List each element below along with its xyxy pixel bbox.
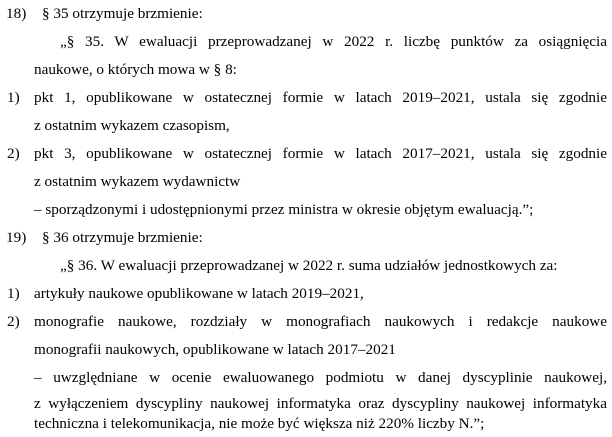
list-item-cont: [0, 115, 612, 137]
item-number: 2): [7, 145, 20, 162]
amendment-number: 18): [6, 5, 27, 22]
item-text: monografie naukowe, rozdziały w monografiach naukowych i redakcje naukowe: [34, 313, 607, 330]
tail-line: [0, 367, 612, 389]
item-text: pkt 1, opublikowane w ostatecznej formie w latach 2019–2021, ustala się zgodnie: [34, 89, 607, 106]
item-continuation: z ostatnim wykazem wydawnictw: [34, 173, 241, 190]
item-continuation: monografii naukowych, opublikowane w latach 2017–2021: [34, 341, 396, 358]
tail-line: [0, 199, 612, 221]
tail-line: [0, 413, 612, 435]
tail-line: [0, 393, 612, 415]
amendment-number: 19): [6, 229, 27, 246]
amendment-header: § 36 otrzymuje brzmienie:: [42, 229, 203, 246]
amendment-18-header-line: [0, 3, 612, 25]
list-item: [0, 311, 612, 333]
quote-continuation: naukowe, o których mowa w § 8:: [34, 61, 237, 78]
item-text: pkt 3, opublikowane w ostatecznej formie w latach 2017–2021, ustala się zgodnie: [34, 145, 607, 162]
amendment-19-header-line: [0, 227, 612, 249]
list-item: [0, 143, 612, 165]
list-item: [0, 87, 612, 109]
item-number: 1): [7, 285, 20, 302]
tail-text: techniczna i telekomunikacja, nie może być większa niż 220% liczby N.”;: [34, 415, 485, 432]
quote-cont-line: [0, 59, 612, 81]
quote-first-line: [0, 31, 612, 53]
amendment-header: § 35 otrzymuje brzmienie:: [42, 5, 203, 22]
quote-first-line: [0, 255, 612, 277]
tail-text: – sporządzonymi i udostępnionymi przez ministra w okresie objętym ewaluacją.”;: [34, 201, 534, 218]
item-number: 2): [7, 313, 20, 330]
item-text: artykuły naukowe opublikowane w latach 2019–2021,: [34, 285, 364, 302]
item-number: 1): [7, 89, 20, 106]
quote-text: „§ 35. W ewaluacji przeprowadzanej w 2022 r. liczbę punktów za osiągnięcia: [60, 33, 607, 50]
item-continuation: z ostatnim wykazem czasopism,: [34, 117, 230, 134]
tail-text: – uwzględniane w ocenie ewaluowanego podmiotu w danej dyscyplinie naukowej,: [34, 369, 607, 386]
list-item-cont: [0, 339, 612, 361]
quote-text: „§ 36. W ewaluacji przeprowadzanej w 2022 r. suma udziałów jednostkowych za:: [60, 257, 558, 274]
list-item-cont: [0, 171, 612, 193]
list-item: [0, 283, 612, 305]
tail-text: z wyłączeniem dyscypliny naukowej informatyka oraz dyscypliny naukowej informatyka: [34, 395, 607, 412]
